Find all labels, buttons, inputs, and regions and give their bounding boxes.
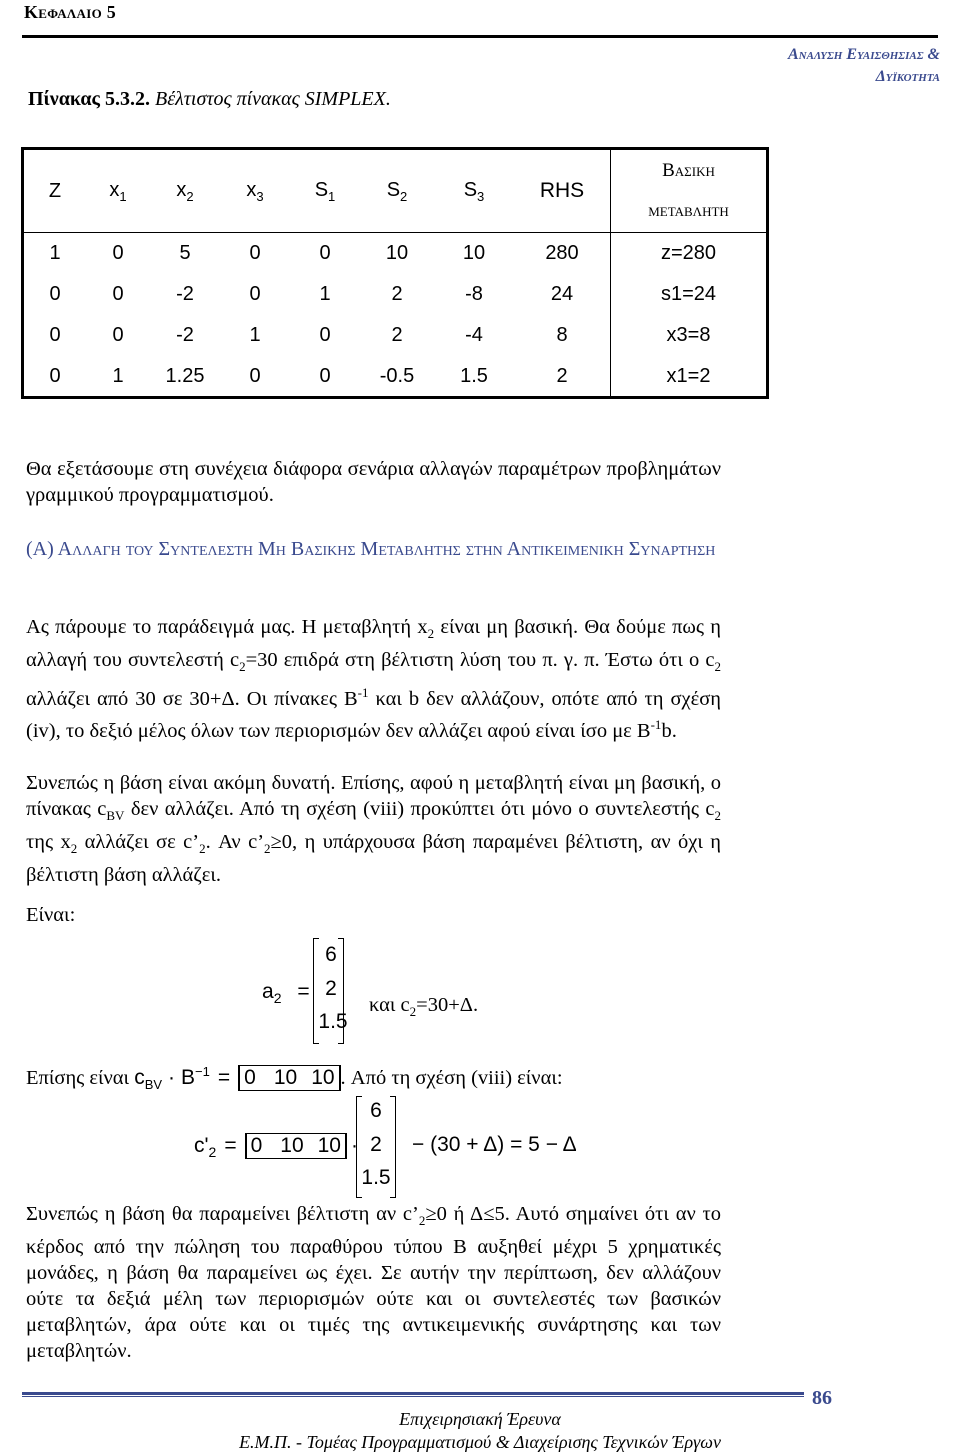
vector-a2: [313, 938, 348, 1042]
equation-text: =30+Δ.: [416, 994, 479, 1016]
table-caption-number: Πίνακας 5.3.2.: [28, 88, 150, 110]
paragraph-2-text: . Αν c’: [205, 831, 265, 854]
page-number: 86: [812, 1387, 832, 1409]
intro-paragraph: Θα εξετάσουμε στη συνέχεια διάφορα σενάρια αλλαγών παραμέτρων προβλημάτων γραμμικού προγραμματισμού.: [26, 458, 721, 506]
subscript: 2: [199, 841, 206, 857]
table-cell: 1.25: [165, 365, 205, 387]
vector-entry: 6: [370, 1099, 382, 1122]
superscript: −1: [195, 1064, 210, 1079]
row-vector-entry: 10: [280, 1134, 304, 1157]
table-cell: -2: [176, 283, 194, 305]
equation-c2-prime-rest: − (30 + Δ) = 5 − Δ: [412, 1133, 577, 1156]
subscript: 2: [273, 990, 282, 1007]
paragraph-1-text: αλλάζει από 30 σε 30+Δ. Οι πίνακες Β: [26, 688, 358, 711]
paragraph-3-text: 0 ή Δ: [436, 1203, 484, 1225]
subscript: 2: [70, 841, 78, 857]
table-header-cell: Z: [24, 150, 86, 233]
subscript: BV: [144, 1076, 163, 1092]
equals-sign: =: [217, 1065, 231, 1089]
paragraph-1-text: =30 επιδρά στη βέλτιστη λύση του π. γ. π. Έστω ότι ο c: [245, 649, 715, 672]
table-cell: 2: [391, 283, 403, 305]
row-vector-entry: 10: [311, 1065, 335, 1089]
table-cell: 0: [49, 283, 61, 305]
table-caption: [28, 88, 391, 111]
paragraph-1-text: Ας πάρουμε το παράδειγμά μας. Η μεταβλητή x: [26, 616, 428, 638]
paragraph-2-text: 0, η υπάρχουσα βάση παραμένει βέλτιστη, αν όχι η βέλτιστη βάση αλλάζει.: [26, 831, 722, 887]
basic-variable-header: [611, 150, 767, 233]
footer-department: Ε.Μ.Π. - Τομέας Προγραμματισμού & Διαχείρισης Τεχνικών Έργων: [239, 1432, 721, 1452]
table-cell: 0: [112, 324, 124, 346]
einai-label: Είναι:: [26, 904, 76, 926]
table-cell: 0: [112, 242, 124, 264]
table-row: [24, 356, 766, 397]
paragraph-2: [26, 770, 721, 888]
equation-symbol: a: [262, 980, 274, 1003]
paragraph-3-text: Συνεπώς η βάση θα παραμείνει βέλτιστη αν c’: [26, 1203, 419, 1225]
equation-symbol: c': [194, 1134, 209, 1157]
ge-symbol: ≥: [270, 831, 282, 854]
equals-sign: =: [297, 980, 310, 1003]
table-cell: -8: [465, 283, 483, 305]
equation-text: Επίσης είναι: [26, 1066, 135, 1089]
equation-a2-lhs: [262, 980, 310, 1006]
subscript: 2: [714, 659, 721, 675]
table-cell: 10: [462, 242, 486, 264]
subscript: 2: [714, 808, 722, 824]
table-cell: 0: [49, 324, 61, 346]
row-vector-entry: 0: [244, 1065, 256, 1089]
paragraph-2-text: δεν αλλάζει. Από τη σχέση (viii) προκύπτει ότι μόνο ο συντελεστής c: [124, 798, 715, 820]
basic-variable-cell: s1=24: [611, 274, 767, 315]
section-running-title-line1: Αναλυση Ευαισθησιας &: [788, 46, 940, 63]
equation-c2-value: [369, 994, 478, 1020]
paragraph-3-text: 5. Αυτό σημαίνει ότι αν το κέρδος από την πώληση του παραθύρου τύπου Β αυξηθεί μέχρι 5 χρηματικές μονάδες, η βάση θα παραμείνει ως έχει. Σε αυτήν την περίπτωση, δεν αλλάζουν ούτε τα δεξιά μέλη των περιορισμών ούτε και οι συντελεστές των βασικών μεταβλητών, άρα ούτε και οι τιμές της αντικειμενικής συνάρτησης και των μεταβλητών.: [26, 1203, 721, 1363]
vector-a2-repeat: [356, 1096, 396, 1196]
table-header-cell: $x_2$: [150, 150, 220, 233]
footer-course: Επιχειρησιακή Έρευνα: [399, 1409, 561, 1429]
paragraph-2-text: αλλάζει σε c’: [77, 831, 200, 854]
ge-symbol: ≥: [425, 1203, 437, 1225]
le-symbol: ≤: [483, 1203, 495, 1225]
simplex-table: [21, 147, 769, 399]
table-cell: 0: [249, 283, 261, 305]
table-cell: -0.5: [379, 365, 415, 387]
basic-variable-cell: z=280: [611, 233, 767, 275]
subscript: BV: [106, 808, 125, 824]
subscript: 2: [418, 1213, 426, 1229]
table-header-cell: $S_2$: [360, 150, 434, 233]
equation-cbv-binv: [26, 1064, 563, 1092]
table-cell: 0: [49, 365, 61, 387]
paragraph-2-text: Συνεπώς η βάση είναι ακόμη δυνατή. Επίσης, αφού η μεταβλητή είναι μη βασική, ο πίνακας c: [26, 772, 721, 820]
table-cell: 5: [179, 242, 191, 264]
table-cell: 2: [391, 324, 403, 346]
paragraph-3: [26, 1201, 721, 1364]
vector-entry: 1.5: [361, 1166, 391, 1189]
row-vector-entry: 10: [273, 1065, 298, 1089]
equals-sign: =: [224, 1134, 237, 1157]
table-cell: 280: [545, 242, 579, 264]
chapter-title: Κεφαλαιο 5: [24, 2, 117, 22]
paragraph-1-text: b.: [661, 719, 677, 742]
vector-entry: 1.5: [318, 1010, 348, 1033]
table-header-cell: $S_1$: [290, 150, 360, 233]
table-cell: 0: [319, 365, 331, 387]
row-vector-entry: 10: [317, 1134, 341, 1157]
table-cell: -4: [465, 324, 483, 346]
table-cell: 0: [112, 283, 124, 305]
table-header-cell: $x_3$: [220, 150, 290, 233]
row-vector-entry: 0: [250, 1134, 263, 1157]
table-header-cell: $S_3$: [434, 150, 514, 233]
table-header-row: [24, 150, 766, 233]
table-cell: 8: [556, 324, 568, 346]
paragraph-1: [26, 614, 721, 744]
table-row: [24, 315, 766, 356]
equation-text: και c: [369, 994, 410, 1016]
vector-entry: 2: [370, 1133, 382, 1156]
table-cell: 0: [319, 324, 331, 346]
equation-symbol: c: [134, 1065, 145, 1089]
vector-entry: 6: [325, 943, 337, 966]
header-rule: [22, 35, 938, 38]
table-cell: 0: [249, 365, 261, 387]
subscript: 2: [264, 841, 271, 857]
table-cell: 10: [385, 242, 409, 264]
table-cell: -2: [176, 324, 194, 346]
paragraph-2-text: της x: [26, 831, 71, 854]
table-cell: 1.5: [460, 365, 488, 387]
vector-entry: 2: [325, 977, 337, 1000]
subscript: 2: [409, 1004, 417, 1020]
equation-text: . Από τη σχέση (viii) είναι:: [340, 1066, 563, 1089]
table-cell: 0: [249, 242, 261, 264]
footer-rule: [22, 1392, 804, 1398]
superscript: -1: [357, 685, 369, 701]
section-running-title: [640, 44, 940, 88]
dot-operator: ·: [350, 1134, 358, 1157]
section-heading: (Α) Αλλαγη του Συντελεστη Μη Βασικης Μεταβλητης στην Αντικειμενικη Συναρτηση: [26, 538, 716, 560]
superscript: -1: [650, 717, 662, 733]
paragraph-1-text: είναι μη βασική. Θα δούμε πως η αλλαγή του συντελεστή c: [26, 616, 721, 672]
row-vector: [238, 1065, 340, 1091]
table-cell: 2: [556, 365, 568, 387]
paragraph-1-text: και b δεν αλλάζουν, οπότε από τη σχέση (iv), το δεξιό μέλος όλων των περιορισμών δεν αλλάζει αφού είναι ίσο με Β: [26, 688, 721, 742]
table-caption-text: Βέλτιστος πίνακας SIMPLEX.: [154, 88, 391, 110]
subscript: 2: [427, 626, 435, 642]
table-cell: 0: [319, 242, 331, 264]
table-header-cell: $x_1$: [86, 150, 150, 233]
table-cell: 1: [49, 242, 61, 264]
row-vector: [245, 1133, 347, 1159]
basic-variable-cell: x3=8: [611, 315, 767, 356]
dot-operator: ·: [168, 1065, 176, 1089]
basic-variable-header-line1: Βασικη: [662, 160, 715, 181]
table-header-cell: RHS: [514, 150, 611, 233]
equation-c2-prime: [194, 1133, 358, 1160]
basic-variable-cell: x1=2: [611, 356, 767, 397]
table-row: [24, 274, 766, 315]
subscript: 2: [208, 1144, 217, 1161]
table-cell: 24: [550, 283, 574, 305]
table-cell: 1: [249, 324, 261, 346]
subscript: 2: [239, 659, 246, 675]
basic-variable-header-line2: μεταβλητη: [648, 200, 729, 221]
table-row: [24, 233, 766, 275]
table-cell: 1: [112, 365, 124, 387]
table-cell: 1: [319, 283, 331, 305]
equation-symbol: B: [181, 1065, 196, 1089]
section-running-title-line2: Δυϊκοτητα: [875, 68, 940, 85]
